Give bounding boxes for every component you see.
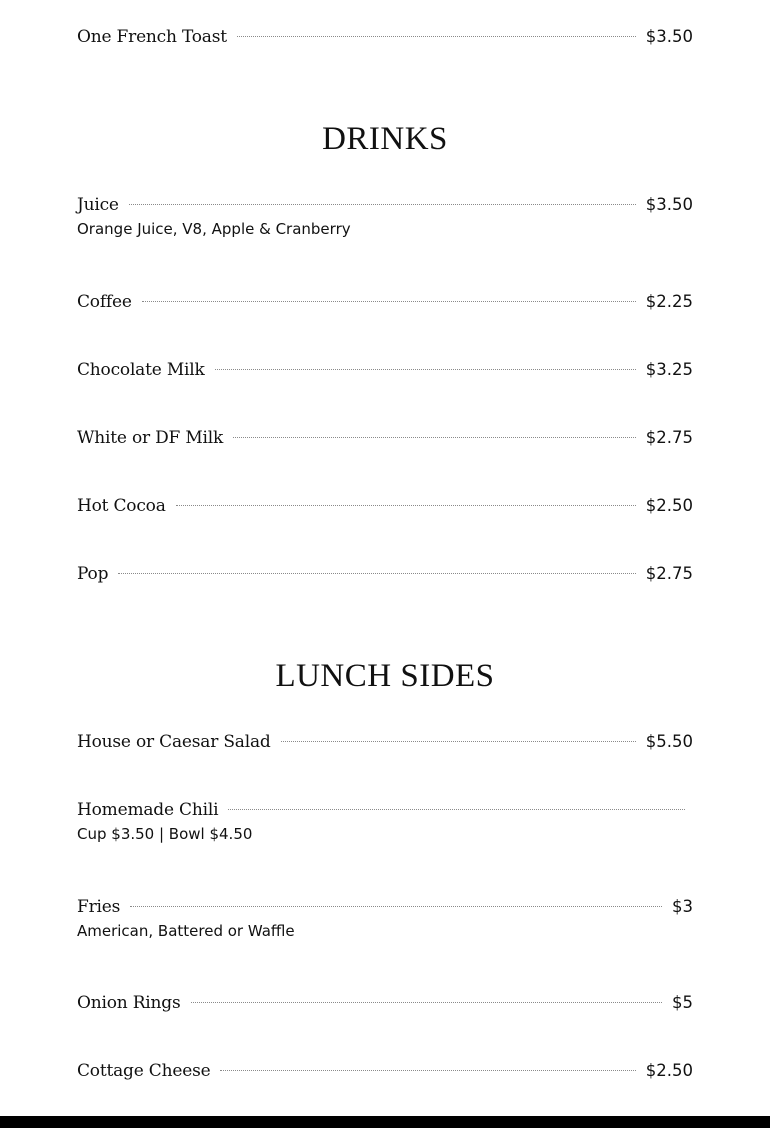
footer-bar <box>0 1116 770 1128</box>
menu-item-fries <box>77 897 693 940</box>
menu-item-name: Chocolate Milk <box>77 360 205 380</box>
menu-item-price: $2.75 <box>645 428 693 447</box>
section-title-lunch-sides: LUNCH SIDES <box>275 658 495 694</box>
menu-item-price: $3 <box>672 897 693 916</box>
menu-item-name: Juice <box>77 195 119 215</box>
section-title-drinks: DRINKS <box>322 121 448 157</box>
menu-item-name: House or Caesar Salad <box>77 732 271 752</box>
menu-item-description: Orange Juice, V8, Apple & Cranberry <box>77 220 351 238</box>
menu-item-description: Cup $3.50 | Bowl $4.50 <box>77 825 253 843</box>
menu-item-homemade-chili <box>77 800 685 843</box>
dotted-leader <box>281 741 636 742</box>
menu-item-price: $5 <box>672 993 693 1012</box>
menu-item-price: $2.25 <box>645 292 693 311</box>
menu-item-price: $5.50 <box>645 732 693 751</box>
menu-item-pop <box>77 564 693 584</box>
menu-item-onion-rings <box>77 993 693 1013</box>
menu-item-name: Homemade Chili <box>77 800 219 820</box>
dotted-leader <box>237 36 636 37</box>
menu-item-chocolate-milk <box>77 360 693 380</box>
menu-item-name: Hot Cocoa <box>77 496 166 516</box>
menu-item-price: $3.25 <box>645 360 693 379</box>
menu-item-description: American, Battered or Waffle <box>77 922 295 940</box>
dotted-leader <box>118 573 635 574</box>
menu-item-hot-cocoa <box>77 496 693 516</box>
menu-item-price: $2.75 <box>645 564 693 583</box>
dotted-leader <box>142 301 636 302</box>
menu-item-coffee <box>77 292 693 312</box>
dotted-leader <box>191 1002 662 1003</box>
menu-item-name: Coffee <box>77 292 132 312</box>
menu-item-white-or-df-milk <box>77 428 693 448</box>
menu-item-house-or-caesar-salad <box>77 732 693 752</box>
menu-item-name: Cottage Cheese <box>77 1061 211 1081</box>
dotted-leader <box>220 1070 635 1071</box>
dotted-leader <box>215 369 636 370</box>
menu-item-price: $2.50 <box>645 496 693 515</box>
menu-item-price: $3.50 <box>645 27 693 46</box>
menu-item-juice <box>77 195 693 238</box>
dotted-leader <box>130 906 662 907</box>
menu-item-name: Onion Rings <box>77 993 181 1013</box>
dotted-leader <box>176 505 636 506</box>
menu-item-cottage-cheese <box>77 1061 693 1081</box>
dotted-leader <box>228 809 685 810</box>
menu-item-one-french-toast <box>77 27 693 47</box>
menu-item-name: White or DF Milk <box>77 428 224 448</box>
menu-item-price: $2.50 <box>645 1061 693 1080</box>
dotted-leader <box>233 437 636 438</box>
dotted-leader <box>129 204 636 205</box>
menu-item-price: $3.50 <box>645 195 693 214</box>
menu-item-name: One French Toast <box>77 27 227 47</box>
menu-item-name: Pop <box>77 564 109 584</box>
menu-item-name: Fries <box>77 897 121 917</box>
